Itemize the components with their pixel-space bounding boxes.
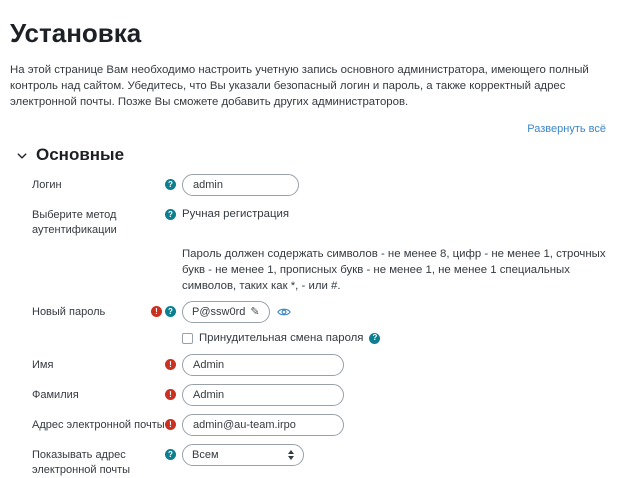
email-field-wrap (182, 414, 610, 436)
force-password-change-label: Принудительная смена пароля (199, 332, 364, 344)
auth-method-label: Выберите метод аутентификации (32, 209, 117, 236)
help-icon[interactable]: ? (165, 306, 176, 317)
row-first-name (10, 354, 610, 376)
row-force-password-change (10, 331, 610, 344)
row-email-visibility (10, 444, 610, 478)
help-icon[interactable]: ? (165, 209, 176, 220)
force-change-field-wrap (182, 331, 610, 344)
help-icon[interactable]: ? (165, 179, 176, 190)
required-icon: ! (165, 389, 176, 400)
expand-all-link[interactable]: Развернуть всё (527, 123, 606, 135)
new-password-field-wrap (182, 301, 610, 323)
row-email (10, 414, 610, 436)
first-name-label: Имя (32, 359, 54, 371)
first-name-input[interactable] (182, 354, 344, 376)
login-label: Логин (32, 179, 62, 191)
intro-text: На этой странице Вам необходимо настроить учетную запись основного администратора, имеющего полный контроль над сайтом. Убедитесь, что Вы указали безопасный логин и пароль, а также корректный адрес электронной почты. Позже Вы сможете добавить других администраторов. (10, 64, 589, 108)
required-icon: ! (165, 359, 176, 370)
email-input[interactable] (182, 414, 344, 436)
first-name-icons (150, 354, 176, 370)
last-name-input[interactable] (182, 384, 344, 406)
password-policy-text: Пароль должен содержать символов - не менее 8, цифр - не менее 1, строчных букв - не менее 1, прописных букв - не менее 1, не менее 1 специальных символов, таких как *, - или #. (182, 248, 606, 292)
login-field-wrap (182, 174, 610, 196)
email-visibility-selected: Всем (192, 449, 219, 461)
last-name-icons (150, 384, 176, 400)
first-name-field-wrap (182, 354, 610, 376)
spacer (150, 331, 176, 336)
auth-method-field-wrap (182, 204, 610, 220)
show-password-icon[interactable] (277, 306, 291, 318)
email-label: Адрес электронной почты (32, 419, 165, 431)
help-icon[interactable]: ? (369, 333, 380, 344)
email-visibility-icons (150, 444, 176, 460)
spacer (32, 331, 150, 335)
force-password-change-checkbox[interactable] (182, 333, 193, 344)
last-name-field-wrap (182, 384, 610, 406)
row-new-password (10, 301, 610, 323)
new-password-value: P@ssw0rd (192, 306, 246, 318)
chevron-down-icon[interactable] (16, 150, 28, 162)
expand-all-row (10, 119, 606, 137)
new-password-input[interactable] (182, 301, 270, 323)
row-auth-method (10, 204, 610, 238)
new-password-icons (150, 301, 176, 317)
new-password-label: Новый пароль (32, 306, 106, 318)
required-icon: ! (165, 419, 176, 430)
section-header-general[interactable] (16, 145, 610, 165)
email-visibility-select[interactable] (182, 444, 304, 466)
auth-method-value: Ручная регистрация (182, 208, 290, 220)
login-input[interactable] (182, 174, 299, 196)
select-arrows-icon (288, 450, 294, 460)
login-icons (150, 174, 176, 190)
help-icon[interactable]: ? (165, 449, 176, 460)
required-icon: ! (151, 306, 162, 317)
page-title: Установка (10, 18, 142, 48)
section-title[interactable]: Основные (36, 145, 125, 164)
password-policy-row (10, 246, 610, 294)
email-icons (150, 414, 176, 430)
last-name-label: Фамилия (32, 389, 79, 401)
row-login (10, 174, 610, 196)
auth-method-icons (150, 204, 176, 220)
row-last-name (10, 384, 610, 406)
email-visibility-label: Показывать адрес электронной почты (32, 449, 131, 476)
pencil-icon: ✎ (250, 305, 260, 318)
email-visibility-field-wrap (182, 444, 610, 466)
